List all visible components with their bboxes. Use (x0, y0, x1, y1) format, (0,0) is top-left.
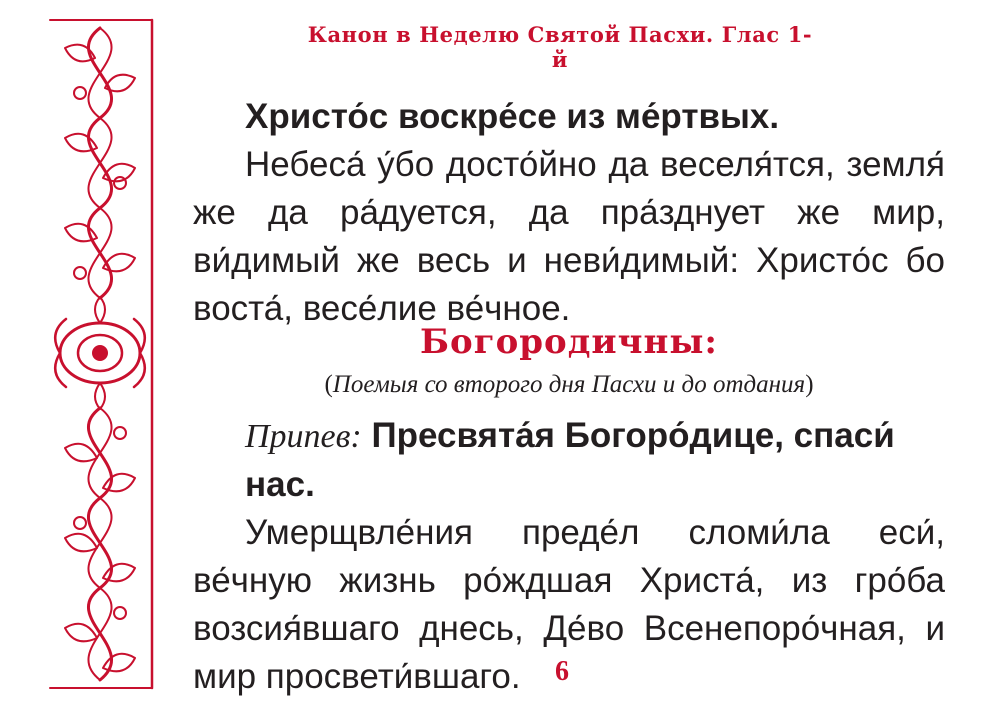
paschal-troparion-block (193, 93, 945, 333)
refrain-line (193, 412, 945, 509)
running-head: Канон в Неделю Святой Пасхи. Глас 1-й (307, 22, 813, 72)
theotokion-paragraph: Умерщвле́ния преде́л сломи́ла еси́, ве́чную жизнь ро́ждшая Христа́, из гро́ба возсия́вшаго днесь, Де́во Всенепоро́чная, и мир просвети́вшаго. (193, 513, 945, 696)
theotokion-block (193, 412, 945, 701)
opening-acclamation: Христо́с воскре́се из ме́ртвых. (245, 97, 780, 136)
page-number: 6 (555, 656, 569, 687)
rubric-open-paren: ( (324, 371, 333, 398)
rubric-note (193, 371, 945, 399)
rubric-text: Поемыя со второго дня Пасхи и до отдания (332, 371, 806, 398)
refrain-text: Пресвята́я Богоро́дице, спаси́ нас. (245, 416, 895, 504)
troparion-paragraph: Небеса́ у́бо досто́йно да веселя́тся, земля́ же да ра́дуется, да пра́зднует же мир, ви́димый же весь и неви́димый: Христо́с бо воста́, весе́лие ве́чное. (193, 145, 945, 328)
rubric-close-paren: ) (805, 371, 814, 398)
floral-border-ornament (40, 18, 160, 690)
refrain-label: Припев: (245, 418, 362, 455)
section-title-theotokion: Богородичны: (420, 322, 718, 362)
